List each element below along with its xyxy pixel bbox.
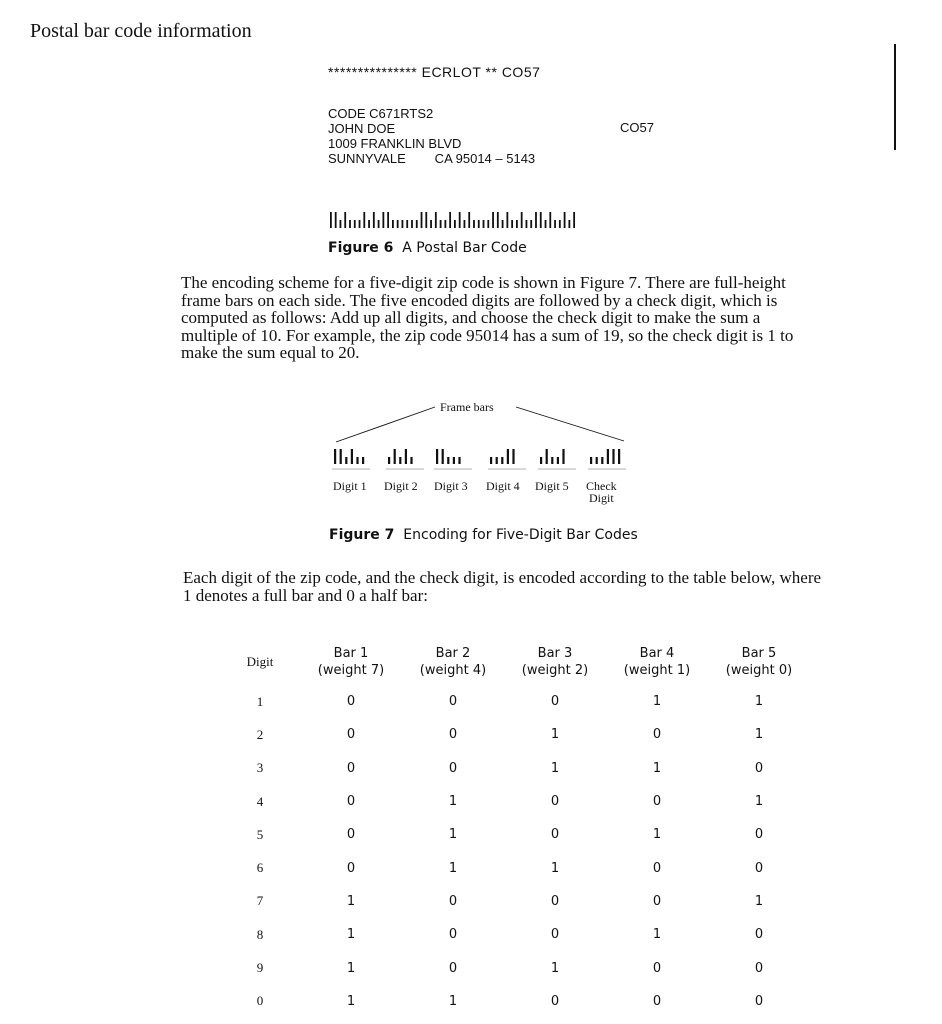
bar-cell: 0 — [550, 694, 560, 710]
digit-bar — [394, 449, 396, 464]
barcode-bar — [492, 212, 494, 228]
barcode-bar — [402, 220, 404, 228]
barcode-bar — [487, 220, 489, 228]
figure6-caption — [328, 240, 527, 256]
bar-cell: 0 — [754, 860, 764, 876]
digit-cell: 9 — [256, 960, 264, 976]
bar-cell: 0 — [652, 993, 662, 1009]
digit-bar — [345, 457, 347, 464]
bar-cell: 0 — [652, 960, 662, 976]
digit-label: Digit 3 — [434, 479, 468, 493]
bar-cell: 0 — [346, 860, 356, 876]
bar-cell: 0 — [652, 860, 662, 876]
bar-cell: 1 — [754, 893, 764, 909]
barcode-bar — [378, 220, 380, 228]
bar-cell: 0 — [346, 827, 356, 843]
figure6-label: Figure 6 — [328, 240, 394, 256]
bar-cell: 1 — [448, 827, 458, 843]
digit-bar — [540, 457, 542, 464]
bar-cell: 1 — [448, 993, 458, 1009]
bar-cell: 1 — [652, 827, 662, 843]
frame-pointer-right — [516, 407, 624, 441]
barcode-bar — [363, 212, 365, 228]
barcode-bar — [549, 212, 551, 228]
bar-header: Bar 3 (weight 2) — [521, 645, 589, 678]
digit-bar — [546, 449, 548, 464]
bar-cell: 0 — [346, 794, 356, 810]
barcode-bar — [354, 220, 356, 228]
frame-bars-label: Frame bars — [440, 400, 494, 414]
bar-cell: 1 — [754, 694, 764, 710]
figure7-title: Encoding for Five-Digit Bar Codes — [403, 527, 638, 543]
barcode-bar — [382, 212, 384, 228]
digit-cell: 3 — [256, 760, 264, 776]
digit-bar — [340, 449, 342, 464]
bar-cell: 1 — [550, 727, 560, 743]
bar-cell: 0 — [448, 893, 458, 909]
barcode-bar — [535, 212, 537, 228]
bar-header: Bar 5 (weight 0) — [725, 645, 793, 678]
bar-cell: 1 — [652, 694, 662, 710]
bar-cell: 1 — [346, 927, 356, 943]
barcode-bar — [526, 220, 528, 228]
table-header-row — [220, 638, 810, 685]
bar-cell: 1 — [550, 960, 560, 976]
bar-cell: 0 — [448, 727, 458, 743]
digit-cell: 8 — [256, 926, 264, 942]
digit-label: Digit 4 — [486, 479, 520, 493]
table-row — [220, 951, 810, 984]
barcode-bar — [454, 220, 456, 228]
barcode-bar — [440, 220, 442, 228]
bar-cell: 0 — [652, 794, 662, 810]
check-digit-label: Check — [586, 479, 617, 493]
barcode-bar — [406, 220, 408, 228]
bar-cell: 1 — [754, 727, 764, 743]
digit-cell: 4 — [256, 793, 264, 809]
digit-cell: 0 — [256, 993, 264, 1009]
table-row — [220, 851, 810, 884]
digit-bar — [436, 449, 438, 464]
bar-cell: 0 — [346, 694, 356, 710]
digit-bar — [410, 457, 412, 464]
encoding-paragraph: The encoding scheme for a five-digit zip code is shown in Figure 7. There are full-height frame bars on each side. The five encoded digits are followed by a check digit, which is computed as follows: Add up all digits, and choose the check digit to make the sum a multiple of 10. For example, the zip code 95014 has a sum of 19, so the check digit is 1 to make the sum equal to 20. — [181, 273, 794, 362]
digit-bar — [356, 457, 358, 464]
barcode-bar — [340, 220, 342, 228]
barcode-bar — [344, 212, 346, 228]
digit-bar — [551, 457, 553, 464]
vertical-rule — [894, 44, 896, 150]
barcode-bar — [511, 220, 513, 228]
bar-header: Bar 2 (weight 4) — [419, 645, 487, 678]
barcode-bar — [568, 220, 570, 228]
address-street-line: 1009 FRANKLIN BLVD — [328, 136, 462, 151]
barcode-bar — [516, 220, 518, 228]
bar-cell: 1 — [448, 860, 458, 876]
barcode-bar — [573, 212, 575, 228]
bar-cell: 1 — [652, 760, 662, 776]
address-city-line: SUNNYVALE CA 95014 – 5143 — [328, 151, 536, 166]
barcode-bar — [521, 212, 523, 228]
check-digit-bar — [590, 457, 592, 464]
digit-bar — [501, 457, 503, 464]
check-digit-label-2: Digit — [589, 491, 614, 505]
bar-cell: 0 — [550, 893, 560, 909]
table-row — [220, 818, 810, 851]
digit-label: Digit 1 — [333, 479, 367, 493]
check-digit-bar — [607, 449, 609, 464]
barcode-bar — [530, 220, 532, 228]
bar-cell: 0 — [550, 927, 560, 943]
digit-bar — [405, 449, 407, 464]
barcode-bar — [373, 212, 375, 228]
barcode-bar — [468, 212, 470, 228]
address-stars-line: *************** ECRLOT ** CO57 — [328, 64, 541, 80]
barcode-bar — [416, 220, 418, 228]
digit-cell: 6 — [256, 860, 264, 876]
address-name-line: JOHN DOE — [328, 121, 396, 136]
bar-cell: 0 — [652, 727, 662, 743]
digit-header: Digit — [246, 654, 274, 669]
bar-header: Bar 4 (weight 1) — [623, 645, 691, 678]
bar-cell: 0 — [448, 694, 458, 710]
digit-cell: 2 — [256, 726, 264, 742]
barcode-bar — [497, 212, 499, 228]
digit-bar — [442, 449, 444, 464]
check-digit-bar — [601, 457, 603, 464]
digit-bar — [557, 457, 559, 464]
barcode-bar — [330, 212, 332, 228]
table-row — [220, 918, 810, 951]
bar-cell: 0 — [652, 893, 662, 909]
table-row — [220, 718, 810, 751]
digit-bar — [496, 457, 498, 464]
bar-cell: 0 — [754, 993, 764, 1009]
figure7-label: Figure 7 — [329, 527, 395, 543]
digit-cell: 7 — [256, 893, 264, 909]
digit-bar — [447, 457, 449, 464]
bar-cell: 0 — [754, 760, 764, 776]
bar-cell: 0 — [448, 960, 458, 976]
page-title: Postal bar code information — [30, 20, 252, 42]
bar-cell: 0 — [550, 993, 560, 1009]
bar-cell: 0 — [754, 960, 764, 976]
barcode-bar — [545, 220, 547, 228]
barcode-bar — [459, 212, 461, 228]
barcode-bar — [421, 212, 423, 228]
bar-cell: 1 — [346, 893, 356, 909]
barcode-bar — [464, 220, 466, 228]
bar-cell: 1 — [346, 960, 356, 976]
table-row — [220, 885, 810, 918]
bar-cell: 1 — [652, 927, 662, 943]
table-row — [220, 785, 810, 818]
table-row — [220, 685, 810, 718]
bar-cell: 0 — [754, 927, 764, 943]
digit-bar — [562, 449, 564, 464]
digit-bar — [362, 457, 364, 464]
digit-bar — [388, 457, 390, 464]
bar-cell: 1 — [346, 993, 356, 1009]
digit-bar — [334, 449, 336, 464]
bar-cell: 0 — [754, 827, 764, 843]
barcode-bar — [435, 212, 437, 228]
barcode-bar — [444, 220, 446, 228]
barcode-bar — [478, 220, 480, 228]
barcode-bar — [554, 220, 556, 228]
bar-cell: 0 — [448, 927, 458, 943]
digit-bar — [490, 457, 492, 464]
digit-label: Digit 2 — [384, 479, 418, 493]
barcode-bar — [349, 220, 351, 228]
check-digit-bar — [596, 457, 598, 464]
digit-bar — [351, 449, 353, 464]
barcode-bar — [411, 220, 413, 228]
digit-bar — [512, 449, 514, 464]
table-row — [220, 752, 810, 785]
barcode-bar — [397, 220, 399, 228]
barcode-bar — [559, 220, 561, 228]
bar-cell: 1 — [550, 860, 560, 876]
postal-barcode — [330, 210, 580, 230]
digit-bar — [453, 457, 455, 464]
bar-cell: 1 — [448, 794, 458, 810]
barcode-bar — [506, 212, 508, 228]
bar-cell: 0 — [448, 760, 458, 776]
barcode-bar — [335, 212, 337, 228]
table-row — [220, 985, 810, 1018]
bar-cell: 0 — [346, 760, 356, 776]
check-digit-bar — [612, 449, 614, 464]
frame-bars-diagram — [320, 395, 640, 515]
barcode-bar — [540, 212, 542, 228]
bar-header: Bar 1 (weight 7) — [317, 645, 385, 678]
barcode-bar — [473, 220, 475, 228]
bar-cell: 1 — [754, 794, 764, 810]
bar-cell: 1 — [550, 760, 560, 776]
barcode-bar — [502, 220, 504, 228]
barcode-bar — [483, 220, 485, 228]
digit-label: Digit 5 — [535, 479, 569, 493]
figure6-title: A Postal Bar Code — [402, 240, 527, 256]
barcode-bar — [392, 220, 394, 228]
barcode-bar — [564, 212, 566, 228]
address-name-right: CO57 — [620, 120, 654, 135]
address-code-line: CODE C671RTS2 — [328, 106, 434, 121]
bar-cell: 0 — [346, 727, 356, 743]
check-digit-bar — [618, 449, 620, 464]
digit-bar — [507, 449, 509, 464]
figure7-caption — [329, 527, 638, 543]
digit-cell: 5 — [256, 826, 264, 842]
digit-bar — [458, 457, 460, 464]
barcode-bar — [425, 212, 427, 228]
digit-cell: 1 — [256, 693, 264, 709]
barcode-bar — [430, 220, 432, 228]
table-intro-paragraph: Each digit of the zip code, and the check digit, is encoded according to the table below, where 1 denotes a full bar and 0 a half bar: — [183, 568, 822, 605]
barcode-bar — [449, 212, 451, 228]
encoding-table — [220, 638, 810, 1018]
bar-cell: 0 — [550, 827, 560, 843]
digit-bar — [399, 457, 401, 464]
frame-pointer-left — [336, 407, 435, 442]
barcode-bar — [387, 212, 389, 228]
bar-cell: 0 — [550, 794, 560, 810]
barcode-bar — [359, 220, 361, 228]
barcode-bar — [368, 220, 370, 228]
